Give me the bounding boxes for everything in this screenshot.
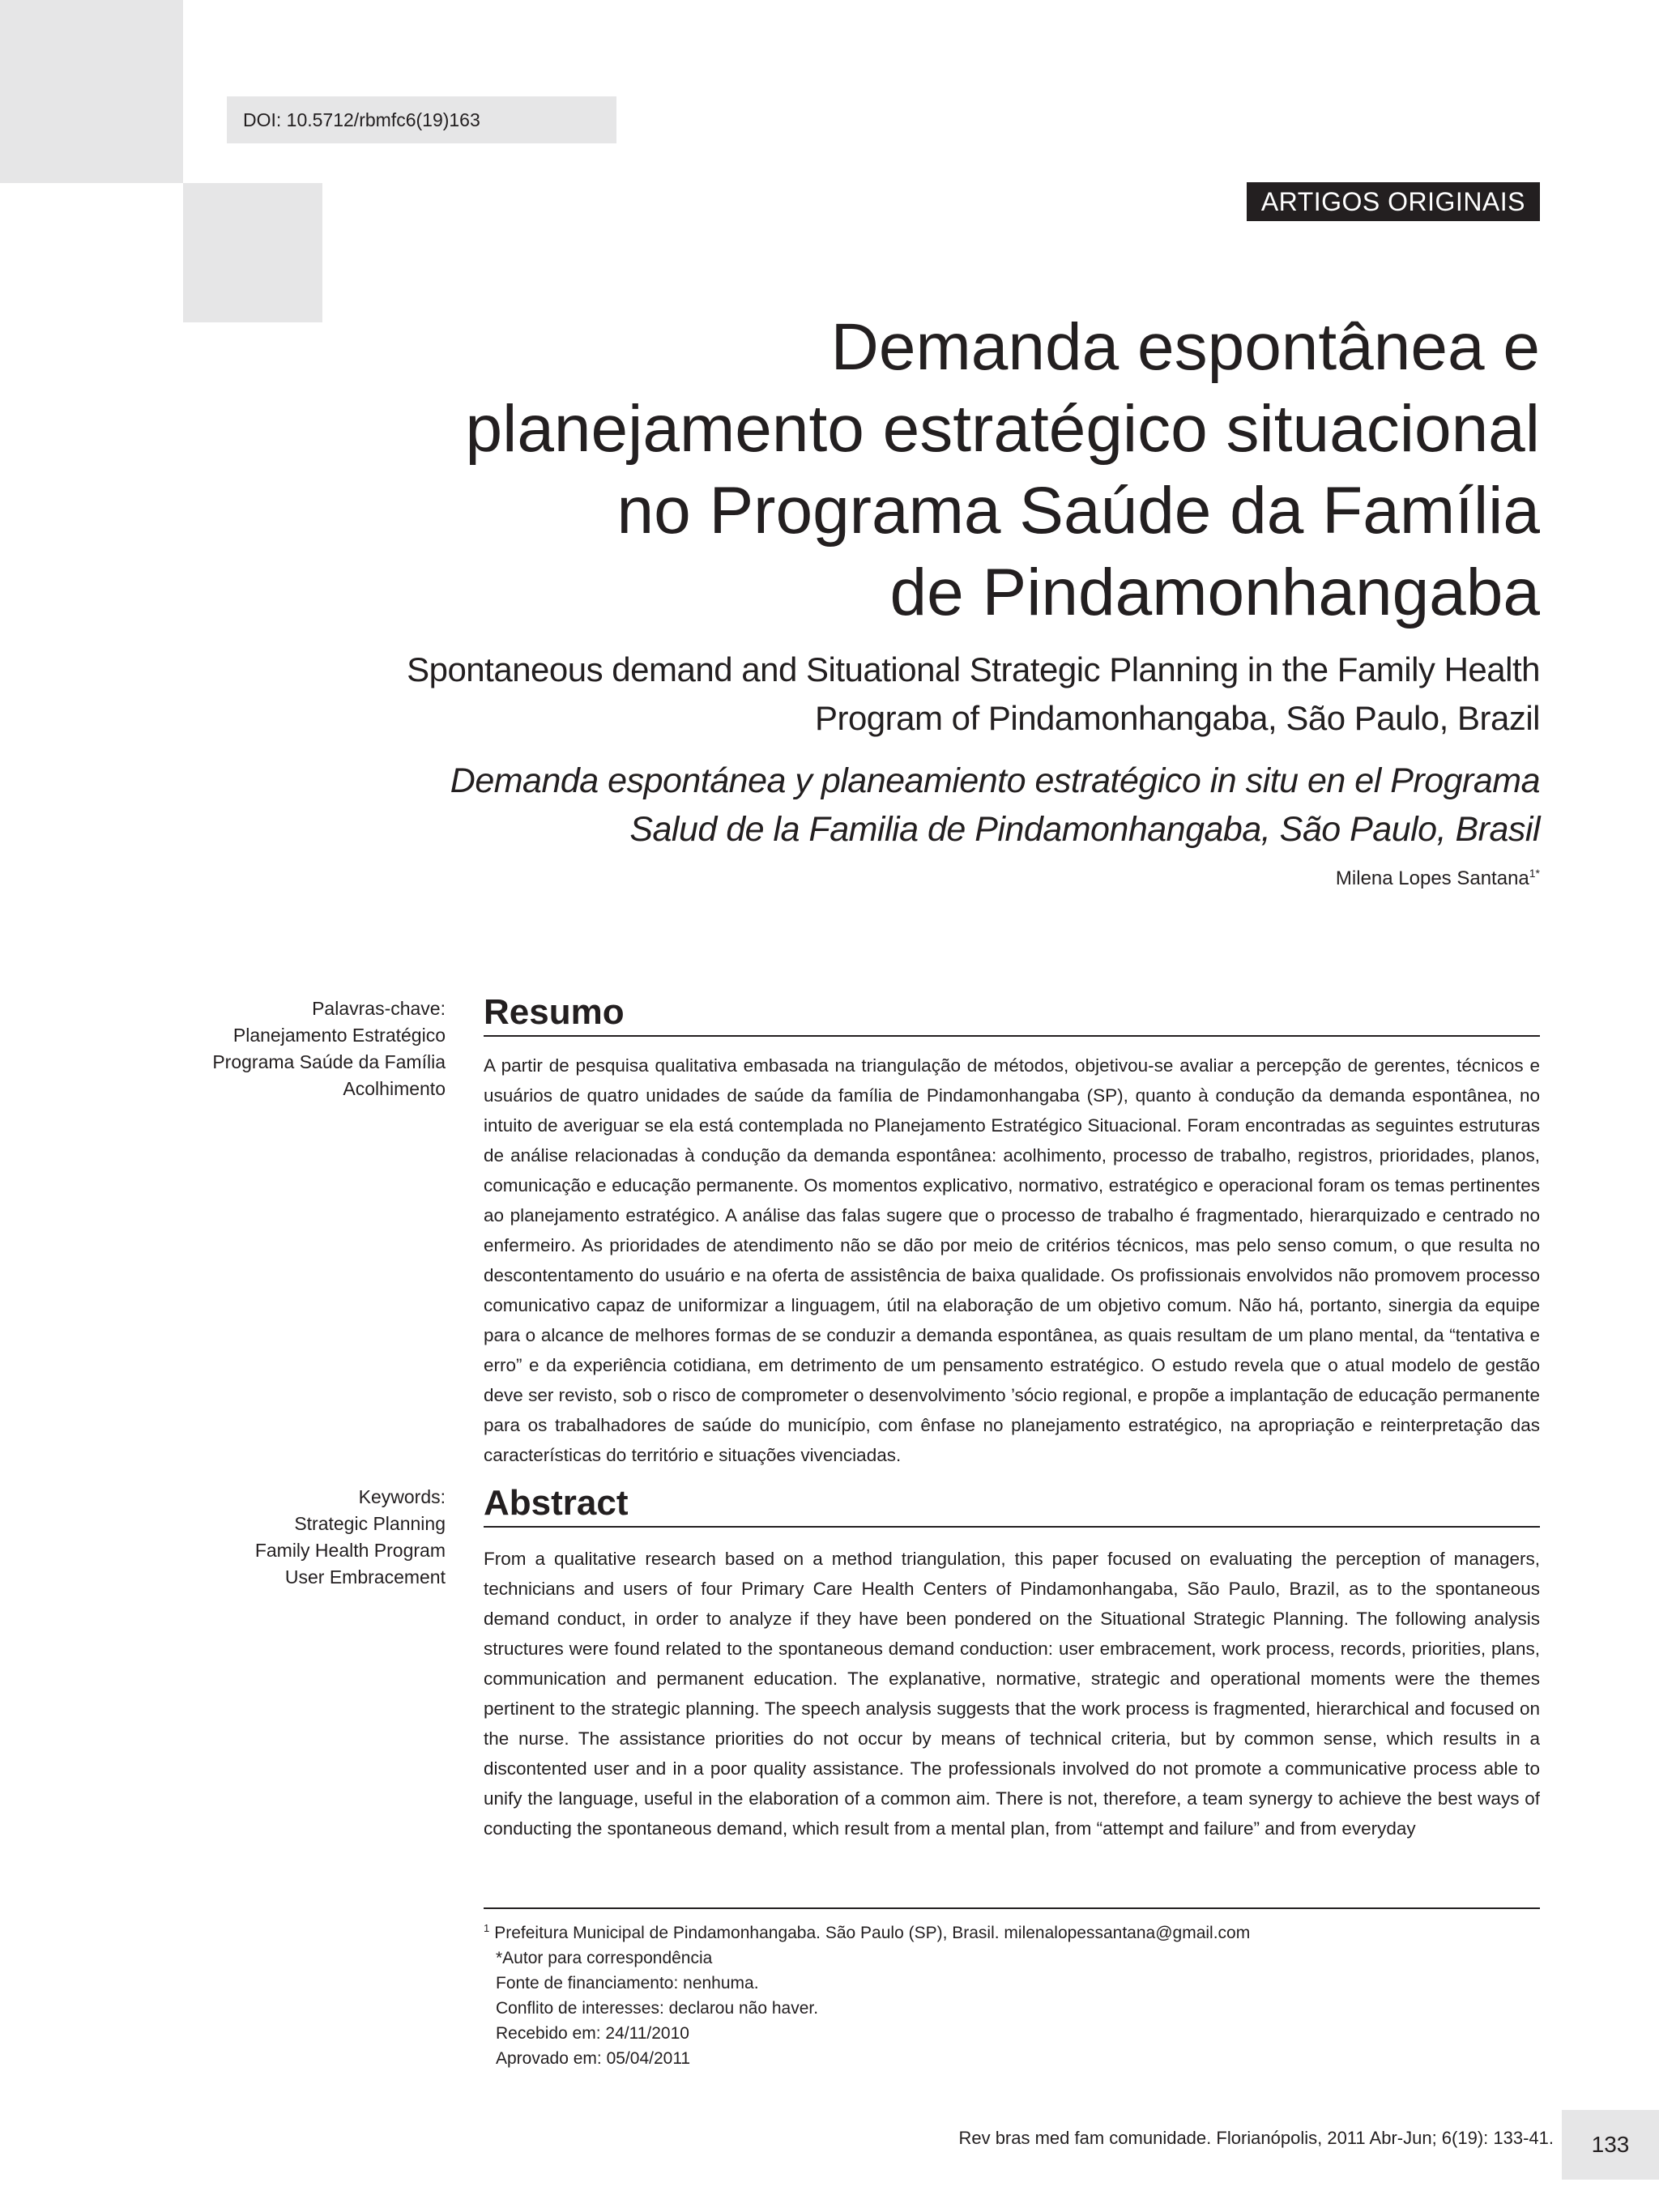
author-name: Milena Lopes Santana [1335,867,1529,889]
article-title [325,306,1540,633]
footnote-mark: 1 [484,1922,490,1934]
footnotes [484,1907,1540,2071]
title-line: planejamento estratégico situacional [465,392,1540,466]
title-line: de Pindamonhangaba [889,556,1540,629]
author-line [1336,867,1540,890]
keywords-label: Keywords: [358,1486,446,1507]
author-marks: 1* [1529,867,1540,880]
keywords-label: Palavras-chave: [312,998,446,1019]
title-line: no Programa Saúde da Família [616,474,1540,548]
keyword-item: Programa Saúde da Família [212,1051,446,1072]
spanish-title-line: Demanda espontánea y planeamiento estratégico in situ en el Programa [450,761,1540,800]
footnote-conflict: Conflito de interesses: declarou não haver. [496,1999,819,2018]
keyword-item: User Embracement [284,1566,446,1588]
doi-text: DOI: 10.5712/rbmfc6(19)163 [243,109,480,130]
keywords-english [203,1484,446,1591]
footnote-affiliation [484,1916,1540,1946]
page-number: 133 [1562,2110,1659,2180]
keywords-portuguese [203,995,446,1102]
keyword-item: Family Health Program [254,1540,446,1561]
resumo-heading: Resumo [484,991,1540,1037]
spanish-title [325,757,1540,854]
footnote-funding: Fonte de financiamento: nenhuma. [496,1974,759,1993]
spanish-title-line: Salud de la Familia de Pindamonhangaba, São Paulo, Brasil [629,810,1540,849]
abstract-text: From a qualitative research based on a method triangulation, this paper focused on evaluating the perception of managers, technicians and users of four Primary Care Health Centers of Pindamonhangaba, São Paulo, Brazil, as to the spontaneous demand conduct, in order to analyze if they have been pondered on the Situational Strategic Planning. The following analysis structures were found related to the spontaneous demand conduction: user embracement, work process, records, priorities, plans, communication and permanent education. The explanative, normative, strategic and operational moments were the themes pertinent to the strategic planning. The speech analysis suggests that the work process is fragmented, hierarchical and focused on the nurse. The assistance priorities do not occur by means of technical criteria, but by common sense, which results in a discontented user and in a poor quality assistance. The professionals involved do not promote a communicative process able to unify the language, useful in the elaboration of a common aim. There is not, therefore, a team synergy to achieve the best ways of conducting the spontaneous demand, which result from a mental plan, from “attempt and failure” and from everyday [484,1549,1540,1839]
title-line: Demanda espontânea e [830,310,1540,384]
doi-bar [227,96,616,143]
english-title [325,646,1540,743]
footnote-received: Recebido em: 24/11/2010 [496,2024,689,2043]
section-label: ARTIGOS ORIGINAIS [1247,182,1540,221]
decorative-square-middle [183,183,322,322]
footnote-corresponding: *Autor para correspondência [496,1949,713,1967]
english-title-line: Program of Pindamonhangaba, São Paulo, Brazil [814,699,1540,737]
keyword-item: Planejamento Estratégico [232,1025,446,1046]
abstract-heading: Abstract [484,1482,1540,1528]
keyword-item: Strategic Planning [294,1513,446,1534]
resumo-text: A partir de pesquisa qualitativa embasada na triangulação de métodos, objetivou-se avaliar a percepção de gerentes, técnicos e usuários de quatro unidades de saúde da família de Pindamonhangaba (SP), quanto à condução da demanda espontânea, no intuito de averiguar se ela está contemplada no Planejamento Estratégico Situacional. Foram encontradas as seguintes estruturas de análise relacionadas à condução da demanda espontânea: acolhimento, processo de trabalho, registros, prioridades, planos, comunicação e educação permanente. Os momentos explicativo, normativo, estratégico e operacional foram os temas pertinentes ao planejamento estratégico. A análise das falas sugere que o processo de trabalho é fragmentado, hierarquizado e centrado no enfermeiro. As prioridades de atendimento não se dão por meio de critérios técnicos, mas pelo senso comum, o que resulta no descontentamento do usuário e na oferta de assistência de baixa qualidade. Os profissionais envolvidos não promovem processo comunicativo capaz de uniformizar a linguagem, útil na elaboração de um objetivo comum. Não há, portanto, sinergia da equipe para o alcance de melhores formas de se conduzir a demanda espontânea, as quais resultam de um plano mental, da “tentativa e erro” e da experiência cotidiana, em detrimento de um pensamento estratégico. O estudo revela que o atual modelo de gestão deve ser revisto, sob o risco de comprometer o desenvolvimento ’sócio regional, e propõe a implantação de educação permanente para os trabalhadores de saúde do município, com ênfase no planejamento estratégico, na apropriação e reinterpretação das características do território e situações vivenciadas. [484,1055,1540,1465]
affiliation-text: Prefeitura Municipal de Pindamonhangaba. São Paulo (SP), Brasil. milenalopessantana@gmail.com [494,1924,1251,1942]
journal-citation: Rev bras med fam comunidade. Florianópolis, 2011 Abr-Jun; 6(19): 133-41. [958,2128,1554,2148]
english-title-line: Spontaneous demand and Situational Strategic Planning in the Family Health [407,650,1540,688]
footnote-approved: Aprovado em: 05/04/2011 [496,2049,691,2068]
keyword-item: Acolhimento [343,1078,446,1099]
decorative-square-top [0,0,183,183]
